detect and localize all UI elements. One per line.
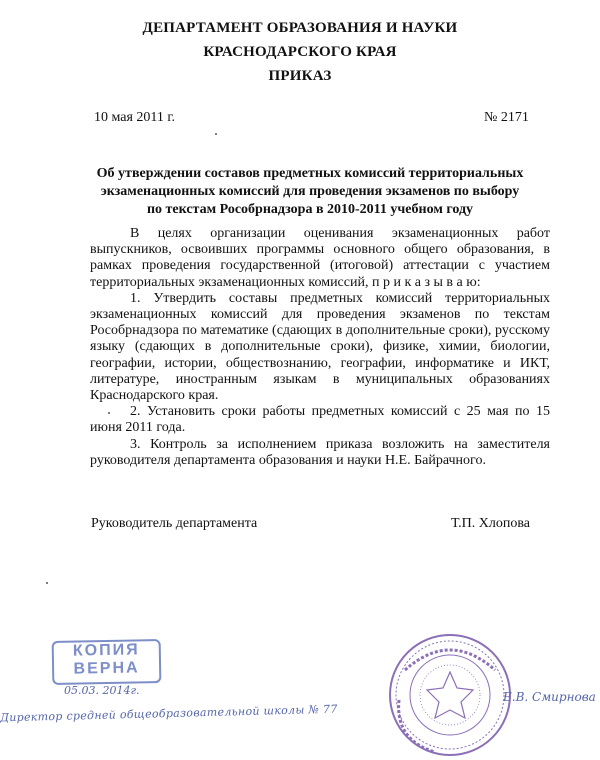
scan-speck bbox=[108, 412, 110, 414]
item-1-paragraph: 1. Утвердить составы предметных комиссий территориальных экзаменационных комиссий для проведения экзаменов по текстам Рособрнадзора по математике (сдающих в дополнительные сроки), русскому языку (сдающих в дополнительные сроки), физике, химии, биологии, географии, истории, обществознанию, географии, информатике и ИКТ, литературе, иностранным языкам в муниципальных образованиях Краснодарского края. bbox=[90, 290, 550, 404]
copy-certified-stamp bbox=[52, 639, 162, 685]
order-date: 10 мая 2011 г. bbox=[94, 110, 176, 125]
signatory-name: Т.П. Хлопова bbox=[451, 516, 530, 531]
order-number: № 2171 bbox=[484, 110, 529, 125]
preamble-paragraph: В целях организации оценивания экзаменационных работ выпускников, освоивших программы основного общего образования, в рамках проведения государственной (итоговой) аттестации с участием территориальных экзаменационных комиссий, п р и к а з ы в а ю: bbox=[90, 226, 550, 290]
handwritten-certification: Директор средней общеобразовательной школы № 77 bbox=[0, 702, 338, 725]
handwritten-date: 05.03. 2014г. bbox=[64, 684, 140, 697]
scan-speck bbox=[215, 133, 217, 135]
scan-speck bbox=[46, 582, 48, 584]
region-heading: КРАСНОДАРСКОГО КРАЯ bbox=[203, 44, 397, 60]
handwritten-signature-name: Е.В. Смирнова bbox=[503, 690, 596, 704]
item-2-paragraph: 2. Установить сроки работы предметных комиссий с 25 мая по 15 июня 2011 года. bbox=[90, 404, 550, 436]
order-title bbox=[80, 165, 540, 219]
title-line-1: Об утверждении составов предметных комиссий территориальных bbox=[96, 166, 524, 181]
order-heading: ПРИКАЗ bbox=[268, 68, 332, 84]
signatory-role: Руководитель департамента bbox=[91, 516, 258, 531]
stamp-line-1: КОПИЯ bbox=[72, 641, 140, 660]
title-line-3: по текстам Рособрнадзора в 2010-2011 учебном году bbox=[146, 202, 474, 217]
item-3-paragraph: 3. Контроль за исполнением приказа возложить на заместителя руководителя департамента образования и науки Н.Е. Байрачного. bbox=[90, 436, 550, 468]
department-heading: ДЕПАРТАМЕНТ ОБРАЗОВАНИЯ И НАУКИ bbox=[142, 20, 458, 36]
official-seal-icon bbox=[385, 630, 515, 760]
title-line-2: экзаменационных комиссий для проведения экзаменов по выбору bbox=[100, 184, 520, 199]
stamp-line-2: ВЕРНА bbox=[73, 659, 140, 678]
order-body bbox=[90, 226, 550, 469]
